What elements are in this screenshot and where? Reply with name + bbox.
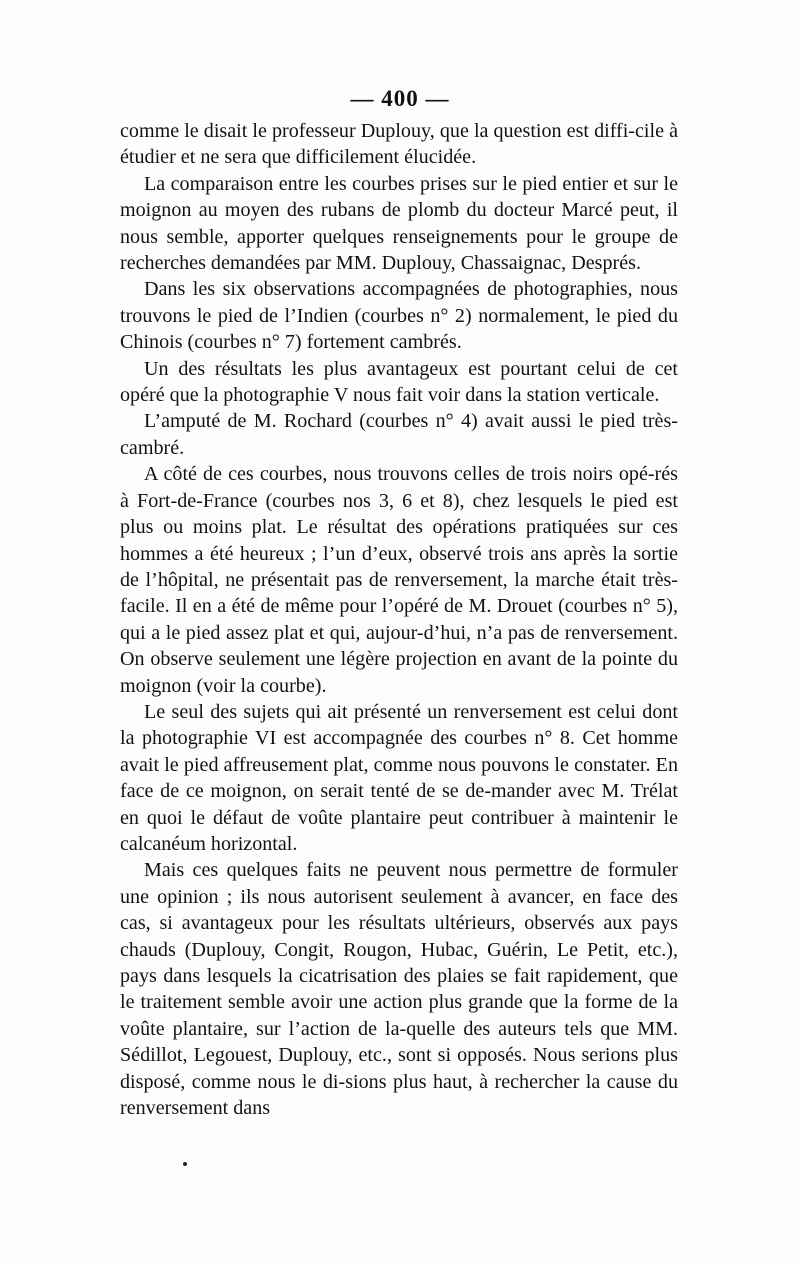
paragraph: Dans les six observations accompagnées de photographies, nous trouvons le pied de l’Indien (courbes n° 2) normalement, le pied du Chinois (courbes n° 7) fortement cambrés.	[120, 278, 678, 354]
body-text	[120, 118, 678, 1121]
paragraph: Le seul des sujets qui ait présenté un renversement est celui dont la photographie VI est accompagnée des courbes n° 8. Cet homme avait le pied affreusement plat, comme nous pouvons le constater. En face de ce moignon, on serait tenté de se de-mander avec M. Trélat en quoi le défaut de voûte plantaire peut contribuer à maintenir le calcanéum horizontal.	[120, 700, 678, 855]
paragraph: Mais ces quelques faits ne peuvent nous permettre de formuler une opinion ; ils nous autorisent seulement à avancer, en face des cas, si avantageux pour les résultats ultérieurs, observés aux pays chauds (Duplouy, Congit, Rougon, Hubac, Guérin, Le Petit, etc.), pays dans lesquels la cicatrisation des plaies se fait rapidement, que le traitement semble avoir une action plus grande que la forme de la voûte plantaire, sur l’action de la-quelle des auteurs tels que MM. Sédillot, Legouest, Duplouy, etc., sont si opposés. Nous serions plus disposé, comme nous le di-sions plus haut, à rechercher la cause du renversement dans	[120, 859, 678, 1120]
paragraph: A côté de ces courbes, nous trouvons celles de trois noirs opé-rés à Fort-de-France (courbes nos 3, 6 et 8), chez lesquels le pied est plus ou moins plat. Le résultat des opérations pratiquées sur ces hommes a été heureux ; l’un d’eux, observé trois ans après la sortie de l’hôpital, ne présentait pas de renversement, la marche était très-facile. Il en a été de même pour l’opéré de M. Drouet (courbes n° 5), qui a le pied assez plat et qui, aujour-d’hui, n’a pas de renversement. On observe seulement une légère projection en avant de la pointe du moignon (voir la courbe).	[120, 463, 678, 697]
paragraph: comme le disait le professeur Duplouy, que la question est diffi-cile à étudier et ne sera que difficilement élucidée.	[120, 120, 678, 169]
paragraph: L’amputé de M. Rochard (courbes n° 4) avait aussi le pied très-cambré.	[120, 410, 678, 459]
ink-speck	[183, 1162, 187, 1166]
paragraph: Un des résultats les plus avantageux est pourtant celui de cet opéré que la photographie V nous fait voir dans la station verticale.	[120, 357, 678, 407]
paragraph: La comparaison entre les courbes prises sur le pied entier et sur le moignon au moyen des rubans de plomb du docteur Marcé peut, il nous semble, apporter quelques renseignements pour le groupe de recherches demandées par MM. Duplouy, Chassaignac, Després.	[120, 172, 678, 275]
page-number: — 400 —	[350, 86, 450, 111]
